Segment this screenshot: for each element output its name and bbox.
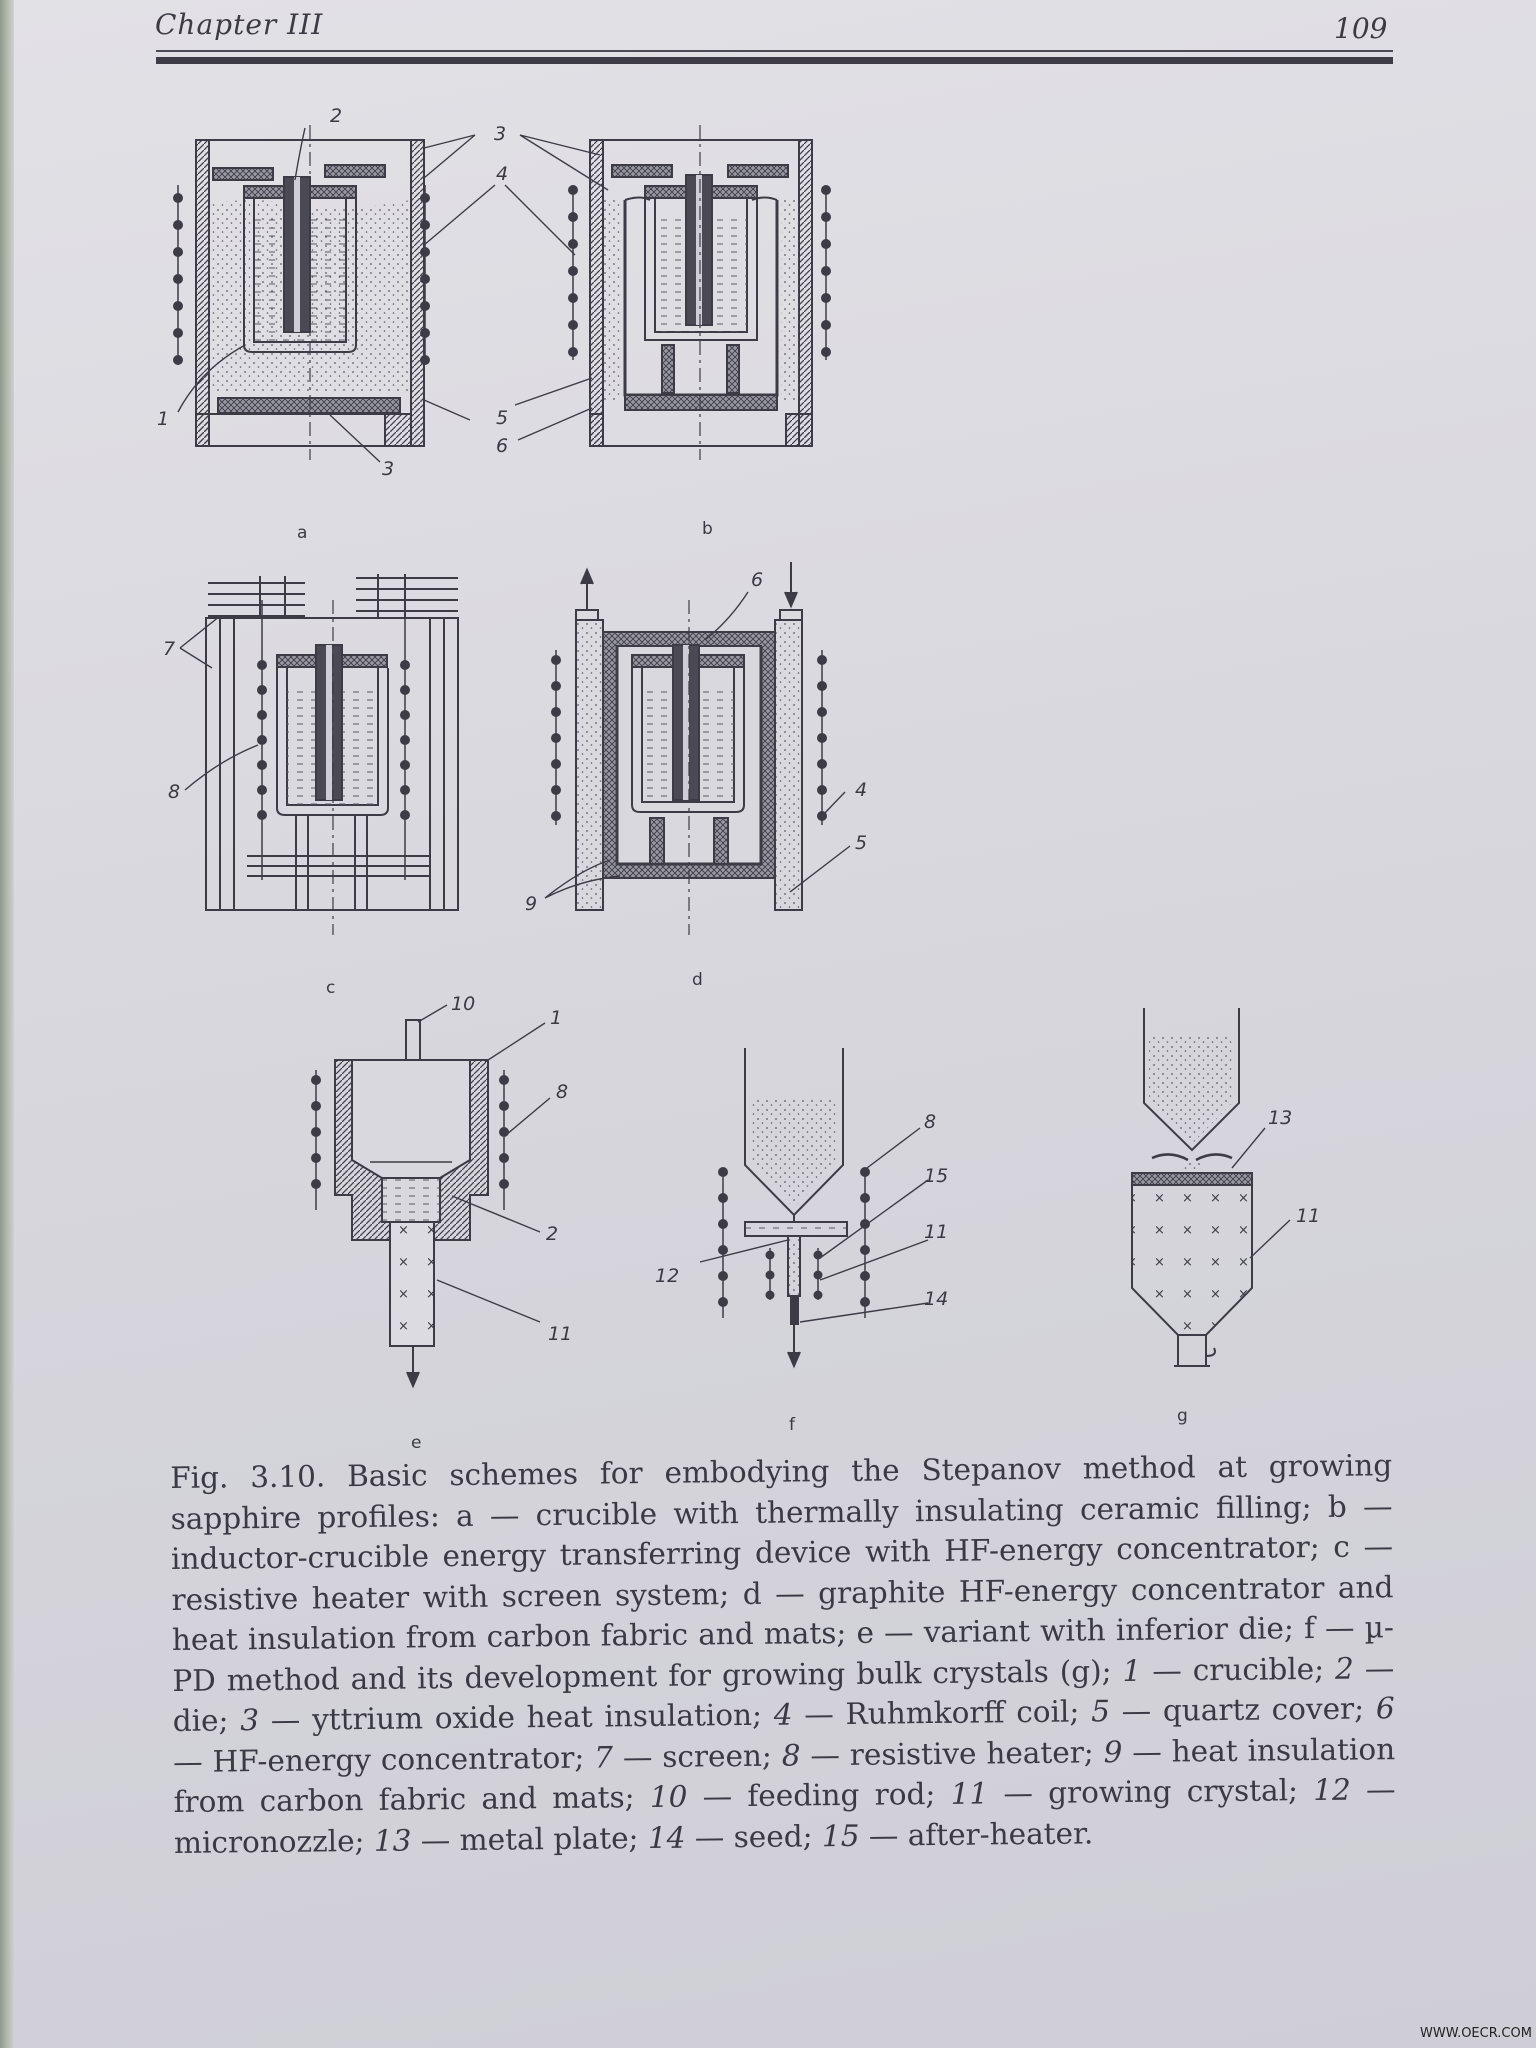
callout-14: 14 [924,1288,949,1310]
page-number: 109 [1334,12,1388,45]
header-rule-thin [156,50,1393,52]
figure-caption [170,1445,1396,1863]
caption-item-number: 15 [821,1818,860,1853]
caption-item-number: 8 [781,1737,801,1773]
caption-text: — micronozzle; [173,1772,1396,1860]
callout-9: 9 [525,893,538,915]
panel-label-f: f [789,1415,795,1435]
caption-text: — growing crystal; [987,1773,1314,1811]
caption-item-number: 10 [649,1779,688,1814]
caption-item-number: 13 [373,1822,412,1858]
caption-text: — after-heater. [859,1815,1094,1853]
page-edge [0,0,14,2048]
caption-text: — seed; [685,1818,823,1855]
callout-3-top: 3 [494,123,507,145]
callout-15: 15 [924,1165,949,1187]
caption-item-number: 12 [1313,1772,1351,1808]
callout-2: 2 [330,105,343,127]
callout-6-d: 6 [751,569,764,591]
callout-1-e: 1 [550,1007,563,1029]
caption-item-number: 1 [1122,1653,1142,1688]
callout-11-g: 11 [1296,1205,1321,1227]
running-header-chapter: Chapter III [155,8,324,41]
callout-4-top: 4 [496,163,509,185]
panel-label-g: g [1177,1406,1188,1426]
callout-12: 12 [655,1265,680,1287]
caption-item-number: 6 [1375,1691,1395,1726]
callout-11-f: 11 [924,1221,949,1243]
caption-item-number: 3 [240,1703,260,1738]
panel-label-a: a [297,523,308,543]
caption-text: Fig. 3.10. Basic schemes for embodying the Stepanov method at growing sapphire profiles: a — crucible with thermally insulating ceramic filling; b — inductor-crucible energy transferring device with HF-energy concentrator; c — resistive heater with screen system; d — graphite HF-energy concentrator and heat insulation from carbon fabric and mats; e — variant with inferior die; f — µ-PD method and its development for growing bulk crystals (g); [170,1448,1395,1698]
caption-text: — die; [172,1650,1395,1738]
caption-item-number: 9 [1103,1734,1123,1769]
callout-7: 7 [163,638,176,660]
caption-item-number: 14 [647,1820,686,1855]
callout-3-bottom: 3 [382,458,395,480]
caption-text: — quartz cover; [1109,1691,1377,1729]
caption-item-number: 11 [950,1776,989,1811]
callout-8-f: 8 [924,1111,937,1133]
panel-label-c: c [326,978,336,998]
header-rule-thick [156,57,1393,64]
caption-text: — Ruhmkorff coil; [792,1694,1092,1732]
caption-text: — resistive heater; [800,1734,1104,1772]
panel-label-e: e [411,1433,422,1453]
caption-text: — metal plate; [411,1820,649,1857]
caption-text: — yttrium oxide heat insulation; [258,1697,774,1738]
caption-item-number: 7 [594,1739,614,1775]
panel-label-d: d [692,970,703,990]
panel-label-b: b [702,519,713,539]
callout-10: 10 [451,993,476,1015]
caption-text: — feeding rod; [687,1776,951,1814]
caption-text: — heat insulation from carbon fabric and mats; [173,1731,1396,1819]
callout-6-b: 6 [496,435,509,457]
caption-item-number: 2 [1334,1651,1354,1686]
callout-8-c: 8 [168,781,181,803]
callout-5-d: 5 [855,832,868,854]
caption-text: — crucible; [1141,1651,1336,1688]
caption-text: — HF-energy concentrator; [173,1740,595,1779]
callout-4-d: 4 [855,779,868,801]
caption-item-number: 4 [773,1697,793,1732]
watermark: WWW.OECR.COM [1420,2026,1532,2041]
caption-item-number: 5 [1090,1694,1111,1729]
callout-11-e: 11 [548,1323,573,1345]
callout-5-b: 5 [496,407,509,429]
callout-2-e: 2 [546,1223,559,1245]
callout-13: 13 [1268,1107,1293,1129]
callout-1-a: 1 [157,408,170,430]
caption-text: — screen; [612,1738,782,1774]
callout-8-e: 8 [556,1081,569,1103]
